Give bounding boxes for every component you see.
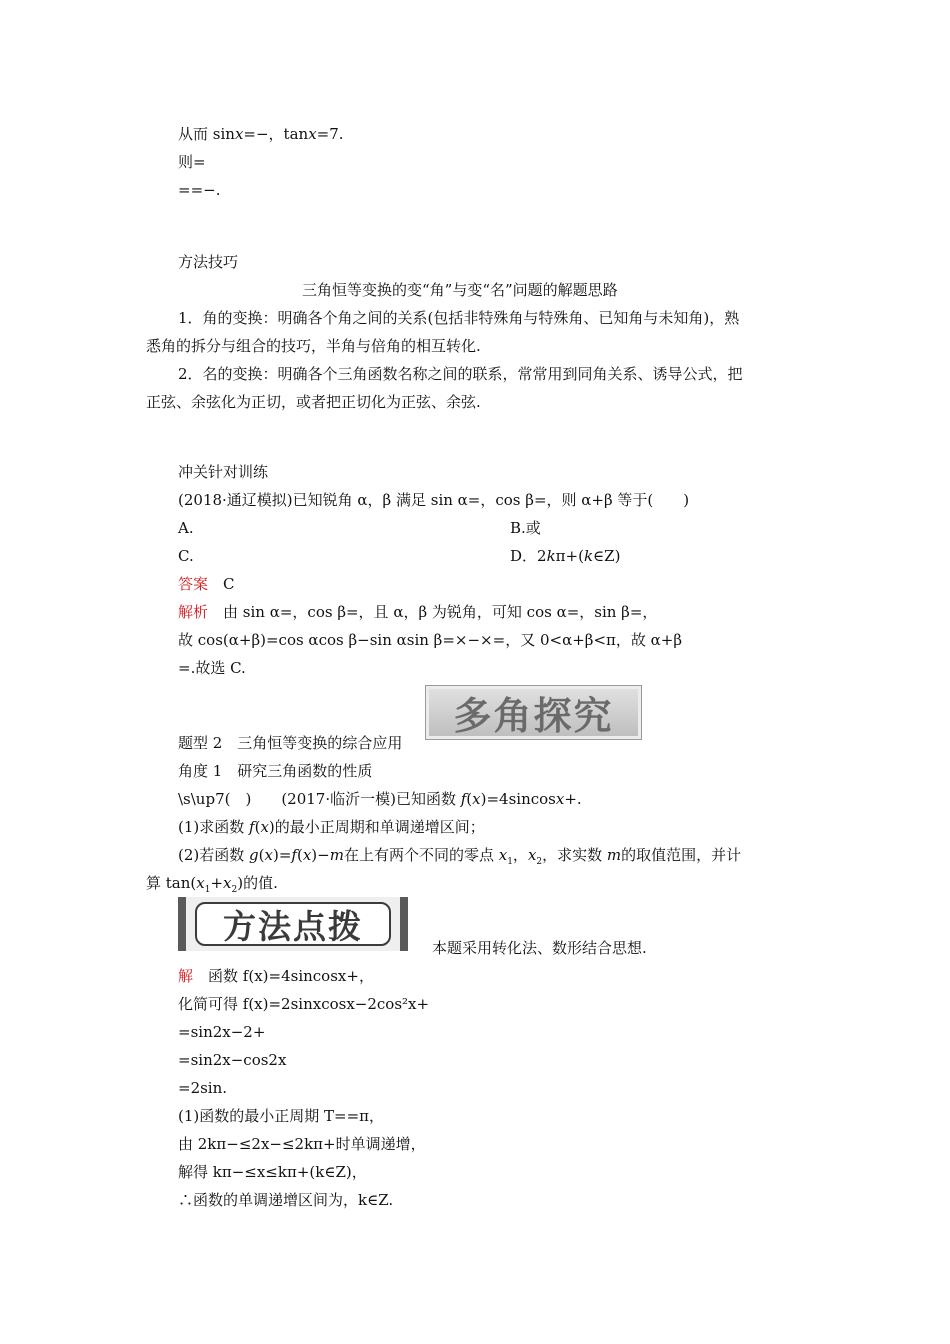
- solution-line-1: [178, 966, 374, 986]
- var-k: k: [583, 547, 594, 565]
- text-seg: 从而 sin: [178, 125, 235, 143]
- method-point-1a: 1．角的变换：明确各个角之间的关系(包括非特殊角与特殊角、已知角与未知角)，熟: [178, 309, 740, 327]
- answer-label: 答案: [178, 575, 209, 593]
- method-point-2b: 正弦、余弦化为正切，或者把正切化为正弦、余弦.: [146, 393, 481, 411]
- solution-text: 函数 f(x)=4sincosx+，: [208, 967, 374, 985]
- text-seg: +.: [564, 790, 582, 808]
- text-seg: ∈Z): [593, 547, 621, 565]
- text-seg: \s\up7( ) (2017·临沂一模)已知函数: [178, 790, 461, 808]
- solution-line-3: =sin2x−2+: [178, 1023, 266, 1041]
- analysis-line-2: 故 cos(α+β)=cos αcos β−sin αsin β=×−×=，又 0<α+β<π，故 α+β: [178, 631, 683, 649]
- solution-line-6: (1)函数的最小正周期 T==π，: [178, 1107, 385, 1125]
- solution-line-8: 解得 kπ−≤x≤kπ+(k∈Z)，: [178, 1163, 367, 1181]
- solution-line-5: =2sin.: [178, 1079, 228, 1097]
- var-f: f: [460, 790, 467, 808]
- solution-line-2: 化简可得 f(x)=2sinxcosx−2cos²x+: [178, 995, 430, 1013]
- text-seg: =−，tan: [243, 125, 309, 143]
- solution-line-9: ∴函数的单调递增区间为，k∈Z.: [178, 1191, 394, 1209]
- option-a: A.: [178, 519, 194, 537]
- text-seg: =4sincos: [486, 790, 556, 808]
- text-seg: 的最小正周期和单调递增区间；: [274, 818, 485, 836]
- text-seg: 在上有两个不同的零点: [343, 846, 499, 864]
- text-seg: )的值.: [237, 874, 278, 892]
- var-x: x: [308, 125, 317, 143]
- text-seg: ，求实数: [542, 846, 607, 864]
- answer-line: [178, 574, 235, 594]
- result-line-final: ==−.: [178, 181, 221, 199]
- text-seg: D．2: [510, 547, 547, 565]
- text-seg: 的取值范围，并计: [621, 846, 742, 864]
- solution-line-7: 由 2kπ−≤2x−≤2kπ+时单调递增，: [178, 1135, 426, 1153]
- method-title: 三角恒等变换的变“角”与变“名”问题的解题思路: [302, 281, 618, 299]
- multi-angle-banner: 多角探究: [425, 685, 642, 740]
- analysis-text: 由 sin α=，cos β=，且 α，β 为锐角，可知 cos α=，sin β=，: [223, 603, 658, 621]
- method-heading: 方法技巧: [178, 253, 239, 271]
- subquestion-2-cont: 算 $\tan(x_1+x_2)$的值.: [146, 874, 278, 895]
- method-point-1b: 悉角的拆分与组合的技巧，半角与倍角的相互转化.: [146, 337, 481, 355]
- result-line-sin-tan: [178, 124, 344, 144]
- result-line-then: 则=: [178, 153, 206, 171]
- angle1-title: 角度 1 研究三角函数的性质: [178, 762, 373, 780]
- option-c: C.: [178, 547, 194, 565]
- text-seg: 算 tan(: [146, 874, 197, 892]
- method-point-2a: 2．名的变换：明确各个三角函数名称之间的联系，常常用到同角关系、诱导公式，把: [178, 365, 743, 383]
- type2-question: \s\up7( ) (2017·临沂一模)已知函数 f(x)=4sincosx+.: [178, 790, 582, 808]
- var-x: x: [555, 790, 565, 808]
- subquestion-2: (2)若函数 g(x)=f(x)−m在上有两个不同的零点 $x_1$，$x_2$，求实数 m的取值范围，并计: [178, 846, 742, 867]
- text-seg: (1)求函数: [178, 818, 250, 836]
- option-b: B.或: [510, 519, 541, 537]
- analysis-label: 解析: [178, 603, 209, 621]
- method-hint-badge: [178, 897, 408, 951]
- method-hint-badge-text: 方法点拨: [195, 902, 391, 946]
- subquestion-1: (1)求函数 f(x)的最小正周期和单调递增区间；: [178, 818, 485, 836]
- var-k: k: [546, 547, 556, 565]
- text-seg: (2)若函数: [178, 846, 250, 864]
- training-heading: 冲关针对训练: [178, 463, 269, 481]
- type2-title: 题型 2 三角恒等变换的综合应用: [178, 734, 403, 752]
- analysis-line-1: [178, 602, 657, 622]
- solution-label: 解: [178, 967, 194, 985]
- answer-value: C: [223, 575, 235, 593]
- solution-line-4: =sin2x−cos2x: [178, 1051, 287, 1069]
- method-hint-text: 本题采用转化法、数形结合思想.: [432, 939, 647, 957]
- analysis-line-3: =.故选 C.: [178, 659, 246, 677]
- text-seg: =7.: [316, 125, 344, 143]
- training-question: (2018·通辽模拟)已知锐角 α，β 满足 sin α=，cos β=，则 α+β 等于( ): [178, 491, 690, 509]
- var-x: x: [234, 125, 244, 143]
- text-seg: π+(: [555, 547, 584, 565]
- var-x: x: [472, 790, 481, 808]
- option-d: [510, 546, 620, 566]
